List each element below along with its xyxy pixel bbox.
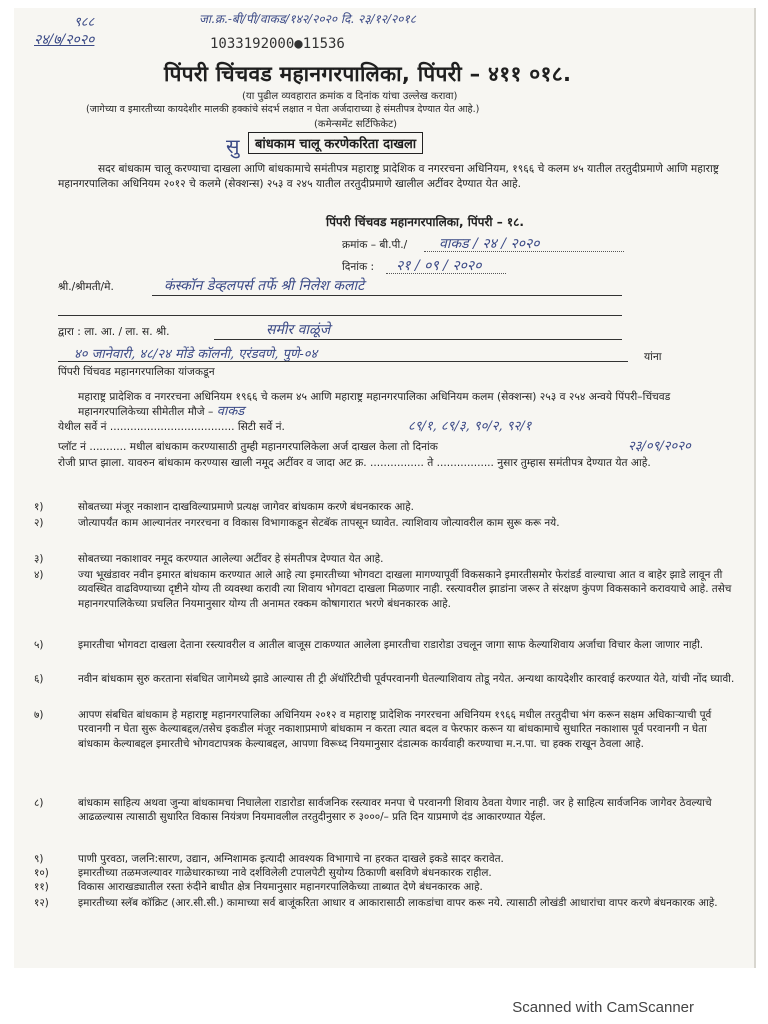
condition-number: १०)	[34, 867, 49, 879]
intro-paragraph: सदर बांधकाम चालू करण्याचा दाखला आणि बांधकामाचे समंतीपत्र महाराष्ट्र प्रादेशिक व नगररचना अधिनियम, १९६६ चे कलम ४५ यातील तरतुदीप्रमाणे आणि महाराष्ट्र महानगरपालिका अधिनियम २०१२ चे कलमे (सेक्शन्स) २५३ व २४५ यातील तरतुदीप्रमाणे खालील अटींवर देण्यात येत आहे.	[58, 163, 719, 190]
condition-text: सोबतच्या नकाशावर नमूद करण्यात आलेल्या अटींवर हे संमतीपत्र देण्यात येत आहे.	[78, 553, 384, 565]
condition-number: १२)	[34, 897, 49, 909]
condition-item	[34, 796, 738, 825]
handwritten-inward-number: ९८८	[74, 15, 95, 30]
ref-number-label: क्रमांक – बी.पी./	[342, 239, 408, 251]
addressee-name: कंस्कॉन डेव्हलपर्स तर्फे श्री निलेश कलाटे	[164, 278, 365, 294]
office-name: पिंपरी चिंचवड महानगरपालिका, पिंपरी – १८.	[326, 215, 524, 229]
via-label: द्वारा : ला. आ. / ला. स. श्री.	[58, 326, 170, 338]
condition-number: ९)	[34, 853, 44, 865]
condition-item	[34, 852, 738, 866]
condition-number: ३)	[34, 553, 44, 565]
condition-item	[34, 708, 738, 751]
condition-text: पाणी पुरवठा, जलनि:सारण, उद्यान, अग्निशामक इत्यादी आवश्यक विभागाचे ना हरकत दाखले इकडे सादर करावेत.	[78, 853, 504, 865]
city-survey-value: ८९/१, ८९/३, ९०/२, ९२/१	[408, 419, 532, 434]
address-suffix: यांना	[644, 351, 662, 363]
condition-number: २)	[34, 517, 44, 529]
condition-item	[34, 568, 738, 611]
condition-item	[34, 516, 738, 530]
condition-text: आपण संबधित बांधकाम हे महाराष्ट्र महानगरपालिका अधिनियम २०१२ व महाराष्ट्र प्रादेशिक नगररचना अधिनियम १९६६ मधील तरतुदीचा भंग करून सक्षम अधिकाऱ्याची पूर्व परवानगी न घेता सुरू केल्याबद्दल/तसेच इकडील मंजूर नकाशाप्रमाणे बांधकाम न करता त्यात बदल व फेरफार करून या बांधकामाचे सुधारित नकाशास पूर्व परवानगी न घेता बांधकाम केल्याबद्दल इमारतीचे भोगवटापत्रक केल्याबद्दल, आपणा विरूध्द नियमानुसार दंडात्मक कार्यवाही करण्याचा म.न.पा. चा हक्क राखून ठेवला आहे.	[78, 709, 712, 750]
authority-text: महाराष्ट्र प्रादेशिक व नगररचना अधिनियम १९६६ चे कलम ४५ आणि महाराष्ट्र महानगरपालिका अधिनियम कलम (सेक्शन्स) २५३ व २५४ अन्वये पिंपरी–चिंचवड महानगरपालिकेच्या सीमेतील मौजे –	[78, 391, 671, 418]
plot-text: प्लॉट नं ........... मधील बांधकाम करण्यासाठी तुम्ही महानगरपालिकेला अर्ज दाखल केला तो दिनांक	[58, 441, 438, 453]
addressee-line	[152, 295, 622, 296]
header-note-certificate: (कमेन्समेंट सर्टिफिकेट)	[314, 119, 398, 130]
application-date: २३/०९/२०२०	[628, 439, 691, 454]
condition-item	[34, 552, 738, 566]
ref-number-line	[424, 251, 624, 252]
condition-item	[34, 896, 738, 910]
stamped-barcode-number: 1033192000●11536	[210, 36, 345, 52]
condition-number: ६)	[34, 673, 44, 685]
condition-text: इमारतीच्या तळमजल्यावर गाळेधारकाच्या नावे दर्शविलेली टपालपेटी सुयोग्य ठिकाणी बसविणे बंधनकारक राहील.	[78, 867, 492, 879]
condition-item	[34, 672, 738, 686]
condition-text: जोत्यापर्यंत काम आल्यानंतर नगररचना व विकास विभागाकडून सेटबॅक तापसून घ्यावेत. त्याशिवाय जोत्यावरील काम सुरू करू नये.	[78, 517, 560, 529]
scanner-watermark: Scanned with CamScanner	[512, 999, 694, 1016]
condition-number: ५)	[34, 639, 44, 651]
condition-item	[34, 880, 738, 894]
condition-item	[34, 500, 738, 514]
date-line	[386, 273, 506, 274]
condition-text: इमारतीचा भोगवटा दाखला देताना रस्त्यावरील व आतील बाजूस टाकण्यात आलेला इमारतीचा राडारोडा उचलून जागा साफ केल्याशिवाय अर्जाचा विचार केला जाणार नाही.	[78, 639, 704, 651]
document-type-stamp: बांधकाम चालू करणेकरिता दाखला	[248, 132, 423, 154]
handwritten-mark: सु	[226, 134, 240, 158]
authority-paragraph	[78, 390, 738, 419]
condition-number: ८)	[34, 797, 44, 809]
condition-number: ४)	[34, 569, 44, 581]
condition-text: नवीन बांधकाम सुरु करताना संबधित जागेमध्ये झाडे आल्यास ती ट्री ॲथॉरिटीची पूर्वपरवानगी घेतल्याशिवाय तोडू नयेत. अन्यथा कायदेशीर कारवाई करण्यात येते, यांची नोंद घ्यावी.	[78, 673, 735, 685]
handwritten-reference: जा.क्र.-बी/पी/वाकड/१४२/२०२० दि. २३/१२/२०१८	[199, 12, 416, 26]
condition-number: ७)	[34, 709, 44, 721]
date-label: दिनांक :	[342, 261, 375, 273]
via-line	[214, 339, 622, 340]
condition-item	[34, 866, 738, 880]
address-line	[58, 361, 628, 362]
ref-number-value: वाकड / २४ / २०२०	[439, 236, 540, 252]
header-note-ownership: (जागेच्या व इमारतीच्या कायदेशीर मालकी हक्कांचे संदर्भ लक्षात न घेता अर्जदाराच्या हे संमतीपत्र देण्यात येत आहे.)	[86, 104, 480, 115]
condition-item	[34, 638, 738, 652]
page-title: पिंपरी चिंचवड महानगरपालिका, पिंपरी – ४११ ०१८.	[164, 62, 572, 86]
date-value: २१ / ०९ / २०२०	[396, 258, 482, 274]
issuer-line: पिंपरी चिंचवड महानगरपालिका यांजकडून	[58, 366, 215, 378]
scanned-page	[14, 8, 756, 968]
condition-text: विकास आराखड्यातील रस्ता रुंदीने बाधीत क्षेत्र नियमानुसार महानगरपालिकेच्या ताब्यात देणे बंधनकारक आहे.	[78, 881, 483, 893]
via-name: समीर वाळूंजे	[266, 322, 331, 338]
condition-text: इमारतीच्या स्लॅब कॉक्रिट (आर.सी.सी.) कामाच्या सर्व बाजूंकरिता आधार व आकारासाठी लाकडांचा वापर करू नये. त्यासाठी लोखंडी आधारांचा वापर करणे बंधनकारक आहे.	[78, 897, 718, 909]
condition-text: बांधकाम साहित्य अथवा जुन्या बांधकामचा निघालेला राडारोडा सार्वजनिक रस्त्यावर मनपा चे परवानगी शिवाय ठेवता येणार नाही. जर हे साहित्य सार्वजनिक जागेवर ठेवल्याचे आढळल्यास त्यासाठी सुधारित विकास नियंत्रण नियमावलील तरतुदीनुसार रु ३०००/– प्रति दिन याप्रमाणे दंड आकारण्यात येईल.	[78, 797, 712, 824]
addressee-line-2	[58, 315, 622, 316]
condition-number: ११)	[34, 881, 49, 893]
condition-text: सोबतच्या मंजूर नकाशान दाखविल्याप्रमाणे प्रत्यक्ष जागेवर बांधकाम करणे बंधनकारक आहे.	[78, 501, 414, 513]
permission-text: रोजी प्राप्त झाला. यावरुन बांधकाम करण्यास खाली नमूद अटींवर व जादा अट क्र. ................ ते ................. नुसार तुम्हास समंतीपत्र देण्यात येत आहे.	[58, 457, 651, 469]
survey-label: येथील सर्वे नं ..................................... सिटी सर्वे नं.	[58, 421, 285, 433]
header-note-reference: (या पुढील व्यवहारात क्रमांक व दिनांक यांचा उल्लेख करावा)	[242, 91, 458, 102]
addressee-label: श्री./श्रीमती/मे.	[58, 281, 114, 293]
mauje-value: वाकड	[216, 403, 245, 419]
handwritten-inward-date: २४/७/२०२०	[34, 32, 95, 48]
addressee-address: ४० जानेवारी, ४८/२४ मोंडे कॉलनी, एरंडवणे, पुणे-०४	[74, 347, 318, 362]
condition-number: १)	[34, 501, 44, 513]
condition-text: ज्या भूखंडावर नवीन इमारत बांधकाम करण्यात आले आहे त्या इमारतीच्या भोगवटा दाखला मागण्यापूर्वी विकसकाने इमारतीसमोर फेरांडर्ड वाल्याचा आत व बाहेर झाडे लावून ती व्यवस्थित वाढविण्याच्या दृष्टीने योग्य ती व्यवस्था करावी त्या शिवाय भोगवटा दाखला मिळणार नाही. रस्त्यावरील झाडांना जरूर ते संरक्षण कुंपण विकसकाने करावयाचे आहे. तसेच महानगरपालिकेच्या प्रचलित नियमानुसार योग्य ती अनामत रक्कम कोषागारात भरणे बंधनकारक आहे.	[78, 569, 732, 610]
